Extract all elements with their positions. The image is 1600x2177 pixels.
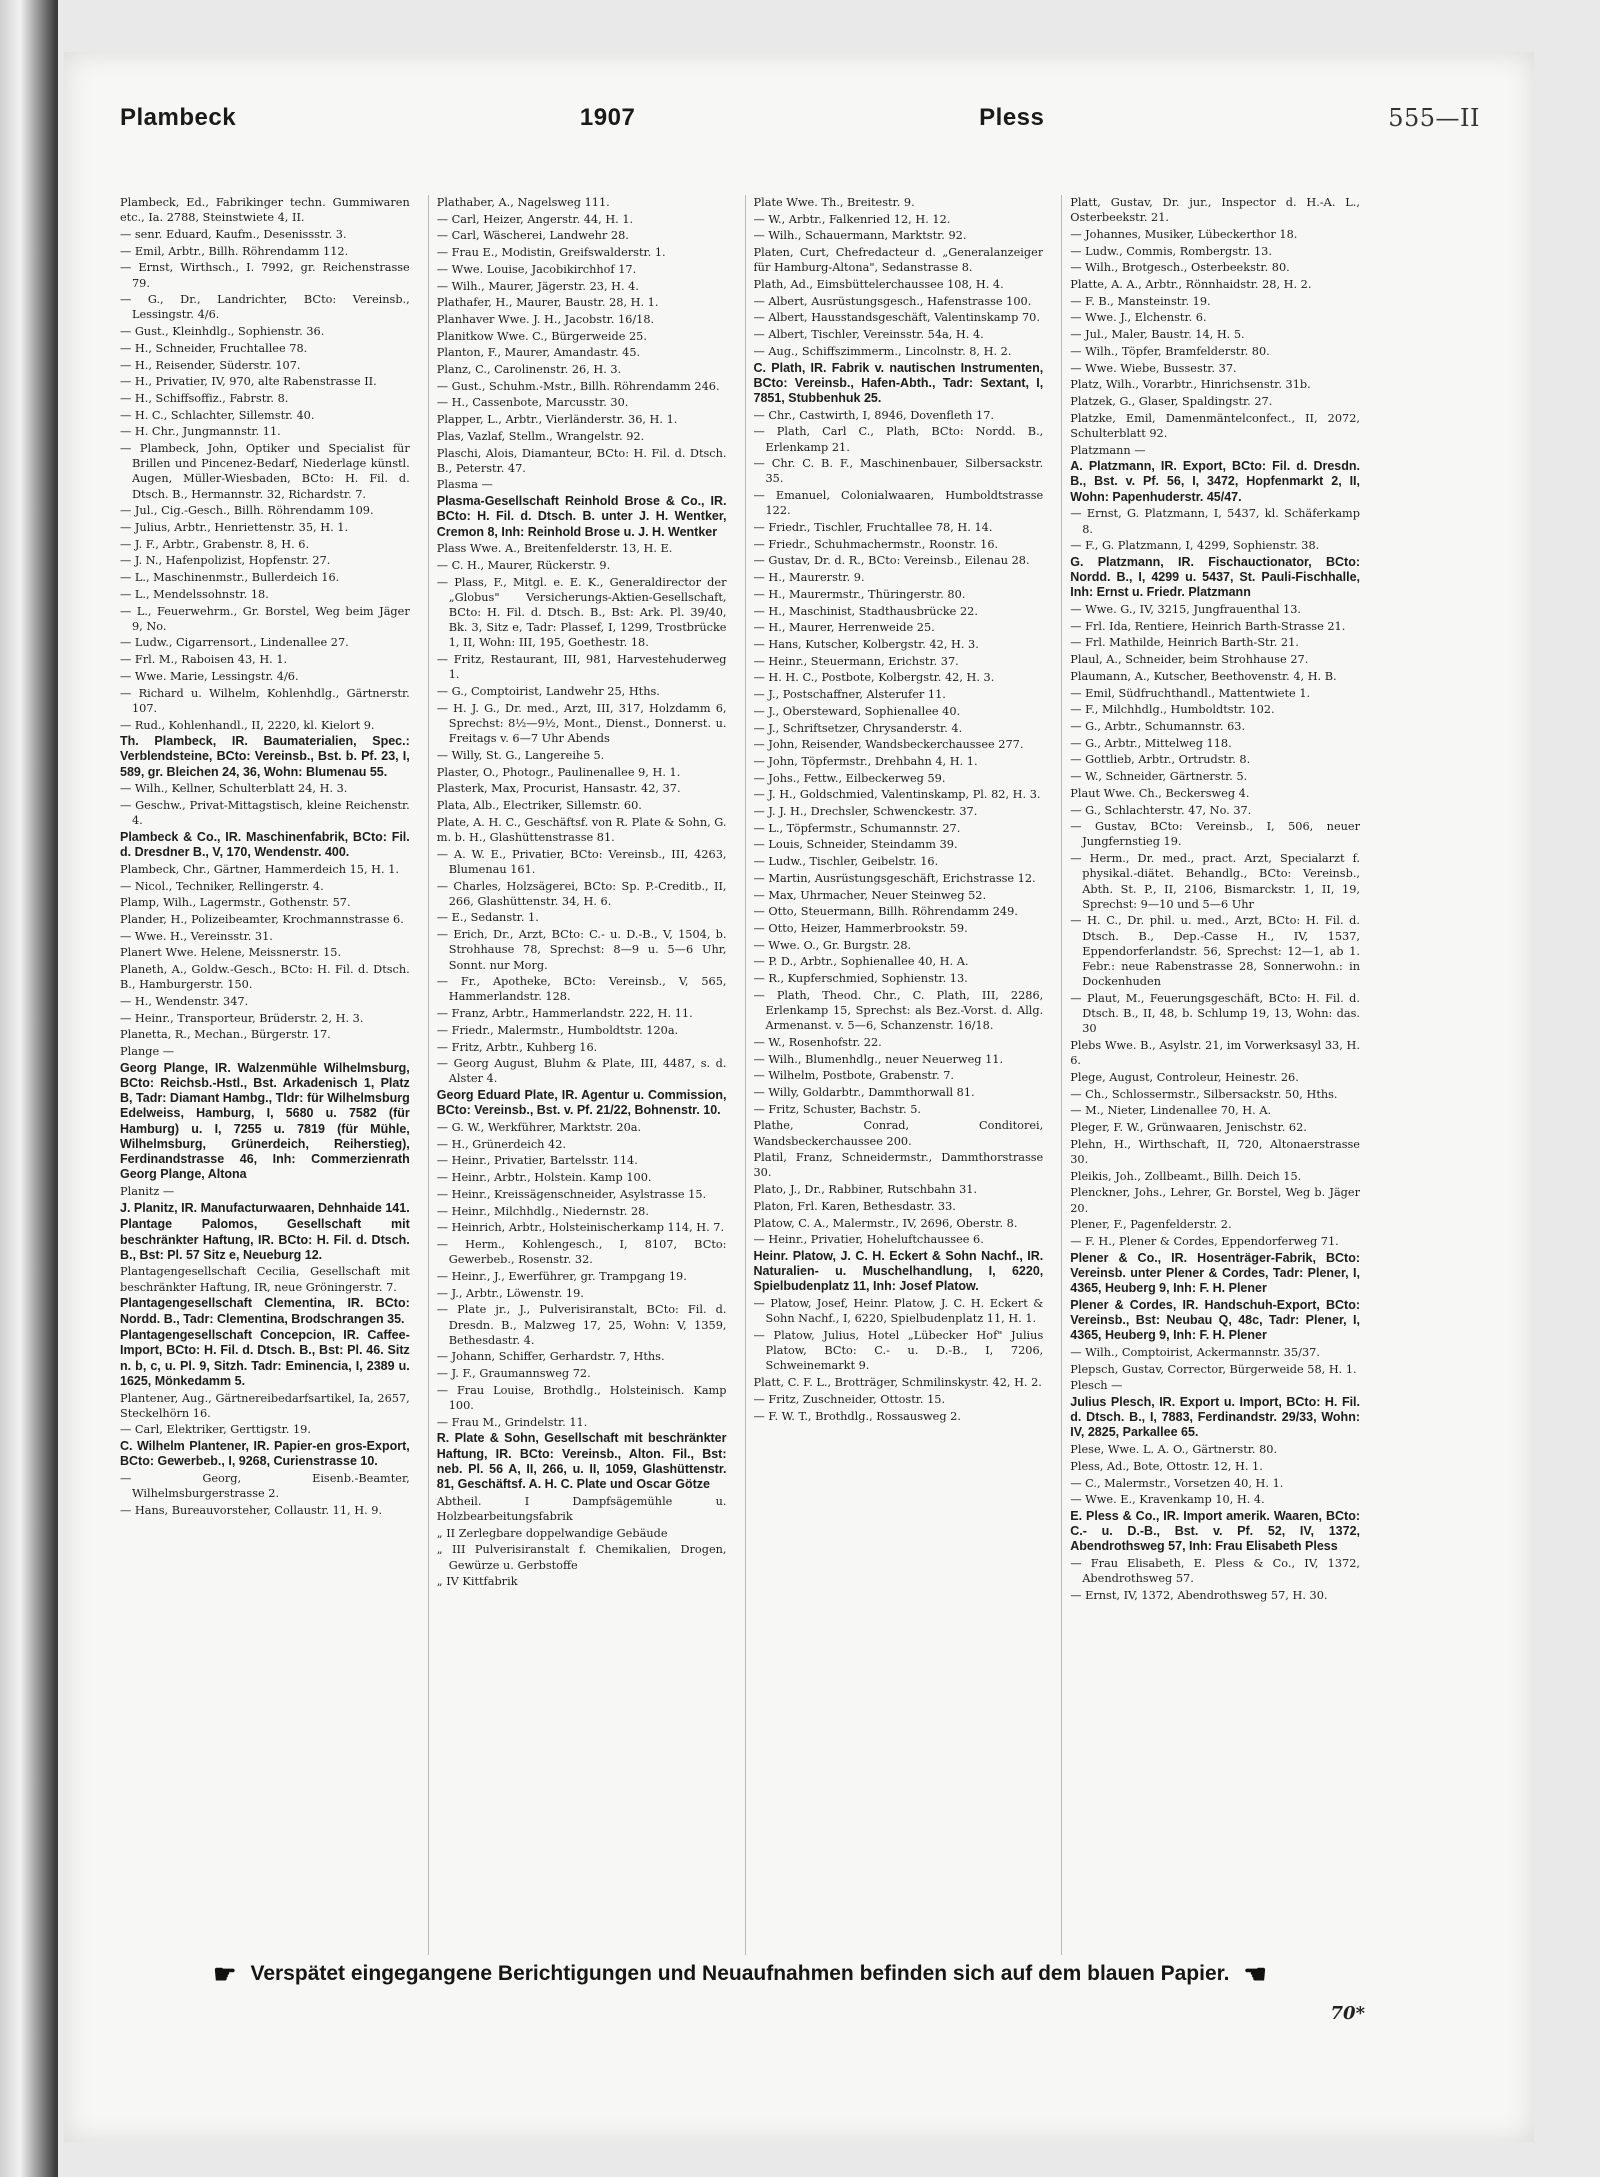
- directory-entry: — Plath, Theod. Chr., C. Plath, III, 2286, Erlenkamp 15, Sprechst: als Bez.-Vorst. d. Allg. Armenanst. v. 5—6, Schanzenstr. 16/18.: [753, 988, 1044, 1033]
- directory-entry: — G., Comptoirist, Landwehr 25, Hths.: [436, 685, 660, 699]
- directory-entry: — Chr., Castwirth, I, 8946, Dovenfleth 17.: [753, 408, 995, 422]
- directory-entry: — Hans, Bureauvorsteher, Collaustr. 11, H. 9.: [120, 1503, 383, 1517]
- directory-entry: Plese, Wwe. L. A. O., Gärtnerstr. 80.: [1070, 1443, 1278, 1457]
- directory-entry: — Albert, Ausrüstungsgesch., Hafenstrasse 100.: [753, 294, 1032, 308]
- directory-entry: — Heinr., Privatier, Bartelsstr. 114.: [436, 1154, 638, 1168]
- directory-entry: — W., Schneider, Gärtnerstr. 5.: [1070, 770, 1248, 784]
- directory-entry: Abtheil. I Dampfsägemühle u. Holzbearbeitungsfabrik: [436, 1494, 727, 1523]
- directory-entry: — J., Schriftsetzer, Chrysanderstr. 4.: [753, 721, 963, 735]
- column-3: [745, 195, 1044, 1955]
- directory-entry: — Ernst, Wirthsch., I. 7992, gr. Reichenstrasse 79.: [120, 261, 410, 290]
- directory-entry: — Wilhelm, Postbote, Grabenstr. 7.: [753, 1069, 955, 1083]
- footer-page-number: 70*: [1330, 2003, 1365, 2024]
- directory-entry: — Heinrich, Arbtr., Holsteinischerkamp 114, H. 7.: [436, 1221, 725, 1235]
- directory-entry: C. Wilhelm Plantener, IR. Papier-en gros-Export, BCto: Gewerbeb., I, 9268, Curienstrasse 10.: [120, 1439, 410, 1469]
- directory-entry: — Friedr., Malermstr., Humboldtstr. 120a.: [436, 1023, 679, 1037]
- directory-entry: Plaumann, A., Kutscher, Beethovenstr. 4, H. B.: [1070, 669, 1337, 683]
- directory-entry: — Plath, Carl C., Plath, BCto: Nordd. B., Erlenkamp 21.: [753, 425, 1044, 454]
- directory-entry: Planetta, R., Mechan., Bürgerstr. 17.: [120, 1028, 331, 1042]
- directory-entry: Plath, Ad., Eimsbüttelerchaussee 108, H. 4.: [753, 278, 1004, 292]
- directory-entry: — H., Maschinist, Stadthausbrücke 22.: [753, 604, 978, 618]
- directory-entry: Platil, Franz, Schneidermstr., Dammthorstrasse 30.: [753, 1151, 1044, 1180]
- directory-entry: Plantage Palomos, Gesellschaft mit beschränkter Haftung, IR. BCto: H. Fil. d. Dtsch. B., Bst: Pl. 57 Sitz e, Neueburg 12.: [120, 1217, 410, 1262]
- directory-entry: — Carl, Wäscherei, Landwehr 28.: [436, 229, 629, 243]
- directory-entry: Plate Wwe. Th., Breitestr. 9.: [753, 196, 915, 209]
- directory-entry: Plate, A. H. C., Geschäftsf. von R. Plate & Sohn, G. m. b. H., Glashüttenstrasse 81.: [436, 815, 727, 844]
- directory-entry: — G., Arbtr., Mittelweg 118.: [1070, 736, 1232, 750]
- directory-entry: — Gustav, BCto: Vereinsb., I, 506, neuer Jungfernstieg 19.: [1070, 820, 1360, 849]
- directory-entry: Th. Plambeck, IR. Baumaterialien, Spec.: Verblendsteine, BCto: Vereinsb., Bst. b. Pf. 23, I, 589, gr. Bleichen 24, 36, Wohn: Blumenau 55.: [120, 734, 410, 779]
- directory-entry: — Platow, Julius, Hotel „Lübecker Hof" Julius Platow, BCto: C.- u. D.-B., I, 7206, Schweinemarkt 9.: [753, 1329, 1044, 1373]
- directory-entry: Platz, Wilh., Vorarbtr., Hinrichsenstr. 31b.: [1070, 378, 1311, 392]
- directory-entry: — Willy, St. G., Langereihe 5.: [436, 748, 605, 762]
- directory-entry: Plathafer, H., Maurer, Baustr. 28, H. 1.: [436, 296, 659, 310]
- directory-entry: Plas, Vazlaf, Stellm., Wrangelstr. 92.: [436, 429, 645, 443]
- directory-entry: — Frl. M., Raboisen 43, H. 1.: [120, 653, 288, 667]
- directory-entry: — senr. Eduard, Kaufm., Desenissstr. 3.: [120, 227, 347, 241]
- directory-entry: Plantagengesellschaft Clementina, IR. BCto: Nordd. B., Tadr: Clementina, Brodschrangen 35.: [120, 1296, 410, 1326]
- directory-entry: — F. H., Plener & Cordes, Eppendorferweg 71.: [1070, 1235, 1339, 1248]
- directory-entry: Plass Wwe. A., Breitenfelderstr. 13, H. E.: [436, 542, 673, 556]
- directory-entry: — Wilh., Kellner, Schulterblatt 24, H. 3.: [120, 782, 348, 796]
- directory-entry: — J. J. H., Drechsler, Schwenckestr. 37.: [753, 805, 978, 819]
- directory-entry: Planton, F., Maurer, Amandastr. 45.: [436, 346, 641, 360]
- directory-entry: — J. H., Goldschmied, Valentinskamp, Pl. 82, H. 3.: [753, 788, 1041, 802]
- directory-entry: — Wilh., Comptoirist, Ackermannstr. 35/37.: [1070, 1345, 1320, 1359]
- directory-entry: — Martin, Ausrüstungsgeschäft, Erichstrasse 12.: [753, 871, 1036, 885]
- directory-entry: — Charles, Holzsägerei, BCto: Sp. P.-Creditb., II, 266, Glashüttenstr. 34, H. 6.: [436, 879, 727, 908]
- directory-entry: — H. J. G., Dr. med., Arzt, III, 317, Holzdamm 6, Sprechst: 8½—9½, Mont., Dienst., Donnerst. u. Freitags v. 6—7 Uhr Abends: [436, 701, 727, 746]
- directory-entry: E. Pless & Co., IR. Import amerik. Waaren, BCto: C.- u. D.-B., Bst. v. Pf. 52, IV, 1372, Abendrothsweg 57, Inh: Frau Elisabeth Pless: [1070, 1508, 1360, 1554]
- column-2: [428, 195, 727, 1955]
- directory-entry: — Heinr., Arbtr., Holstein. Kamp 100.: [436, 1171, 652, 1185]
- directory-entry: — F., Milchhdlg., Humboldtstr. 102.: [1070, 703, 1275, 717]
- directory-entry: Plaul, A., Schneider, beim Strohhause 27.: [1070, 653, 1309, 667]
- directory-entry: — G. W., Werkführer, Marktstr. 20a.: [436, 1121, 642, 1135]
- directory-entry: Platzke, Emil, Damenmäntelconfect., II, 2072, Schulterblatt 92.: [1070, 411, 1360, 440]
- directory-entry: — Frl. Ida, Rentiere, Heinrich Barth-Strasse 21.: [1070, 619, 1346, 633]
- directory-entry: — L., Töpfermstr., Schumannstr. 27.: [753, 821, 961, 835]
- directory-entry: Platzmann —: [1070, 443, 1146, 457]
- directory-entry: — E., Sedanstr. 1.: [436, 911, 539, 925]
- directory-entry: Platow, C. A., Malermstr., IV, 2696, Oberstr. 8.: [753, 1216, 1018, 1230]
- directory-entry: — H. C., Schlachter, Sillemstr. 40.: [120, 408, 315, 422]
- directory-entry: Plasterk, Max, Procurist, Hansastr. 42, 37.: [436, 782, 681, 796]
- directory-entry: — Heinr., Steuermann, Erichstr. 37.: [753, 654, 959, 668]
- directory-entry: Plepsch, Gustav, Corrector, Bürgerweide 58, H. 1.: [1070, 1362, 1357, 1376]
- directory-entry: — Wilh., Schauermann, Marktstr. 92.: [753, 229, 967, 243]
- directory-entry: — M., Nieter, Lindenallee 70, H. A.: [1070, 1104, 1272, 1118]
- directory-entry: — Gustav, Dr. d. R., BCto: Vereinsb., Eilenau 28.: [753, 554, 1030, 568]
- directory-entry: — Fritz, Zuschneider, Ottostr. 15.: [753, 1392, 946, 1406]
- directory-entry: Planitz —: [120, 1184, 175, 1198]
- directory-entry: — Hans, Kutscher, Kolbergstr. 42, H. 3.: [753, 637, 979, 651]
- directory-entry: — J., Postschaffner, Alsterufer 11.: [753, 688, 946, 702]
- directory-entry: — J. F., Arbtr., Grabenstr. 8, H. 6.: [120, 537, 310, 551]
- directory-entry: Plaschi, Alois, Diamanteur, BCto: H. Fil. d. Dtsch. B., Peterstr. 47.: [436, 446, 727, 475]
- directory-entry: R. Plate & Sohn, Gesellschaft mit beschränkter Haftung, IR. BCto: Vereinsb., Alton. Fil., Bst: neb. Pl. 56 A, II, 266, u. II, 1059, Glashüttenstr. 81, Geschäftsf. A. H. C. Plate und Oscar Götze: [436, 1431, 727, 1492]
- directory-entry: Plehn, H., Wirthschaft, II, 720, Altonaerstrasse 30.: [1070, 1137, 1360, 1166]
- directory-entry: — Wwe. Marie, Lessingstr. 4/6.: [120, 669, 299, 683]
- directory-entry: Plantagengesellschaft Concepcion, IR. Caffee-Import, BCto: H. Fil. d. Dtsch. B., Bst: Pl. 46. Sitz n. b, c, u. Pl. 9, Sitzh. Tadr: Eminencia, I, 2389 u. 1625, Mönkedamm 5.: [120, 1328, 410, 1388]
- directory-entry: Plantener, Aug., Gärtnereibedarfsartikel, Ia, 2657, Steckelhörn 16.: [120, 1391, 410, 1420]
- directory-entry: — Gottlieb, Arbtr., Ortrudstr. 8.: [1070, 753, 1251, 767]
- directory-entry: Plathaber, A., Nagelsweg 111.: [436, 196, 610, 209]
- directory-entry: — Wilh., Blumenhdlg., neuer Neuerweg 11.: [753, 1052, 1004, 1066]
- directory-entry: — H., Reisender, Süderstr. 107.: [120, 358, 301, 372]
- directory-entry: — Fr., Apotheke, BCto: Vereinsb., V, 565, Hammerlandstr. 128.: [436, 975, 727, 1004]
- directory-entry: Plaster, O., Photogr., Paulinenallee 9, H. 1.: [436, 765, 681, 779]
- directory-entry: Planeth, A., Goldw.-Gesch., BCto: H. Fil. d. Dtsch. B., Hamburgerstr. 150.: [120, 963, 410, 992]
- directory-entry: — Carl, Elektriker, Gerttigstr. 19.: [120, 1423, 311, 1437]
- directory-entry: — Friedr., Schuhmachermstr., Roonstr. 16.: [753, 537, 999, 551]
- directory-entry: — Louis, Schneider, Steindamm 39.: [753, 838, 958, 852]
- directory-entry: — Albert, Hausstandsgeschäft, Valentinskamp 70.: [753, 311, 1040, 325]
- directory-entry: Plener & Cordes, IR. Handschuh-Export, BCto: Vereinsb., Bst: Neubau Q, 48c, Tadr: Plener, I, 4365, Heuberg 9, Inh: F. H. Plener: [1070, 1297, 1360, 1343]
- directory-entry: — Rud., Kohlenhandl., II, 2220, kl. Kielort 9.: [120, 718, 375, 732]
- page-header: [120, 98, 1480, 138]
- directory-entry: — Frau Elisabeth, E. Pless & Co., IV, 1372, Abendrothsweg 57.: [1070, 1557, 1360, 1586]
- directory-entry: — Plambeck, John, Optiker und Specialist für Brillen und Pincenez-Bedarf, Niederlage künstl. Augen, Müller-Wiesbaden, BCto: H. Fil. d. Dtsch. B., Hermannstr. 32, Richardstr. 7.: [120, 442, 410, 501]
- directory-entry: — Franz, Arbtr., Hammerlandstr. 222, H. 11.: [436, 1007, 693, 1021]
- directory-entry: — Chr. C. B. F., Maschinenbauer, Silbersackstr. 35.: [753, 457, 1044, 486]
- directory-entry: Plamp, Wilh., Lagermstr., Gothenstr. 57.: [120, 896, 351, 910]
- footer-notice: [120, 1958, 1360, 1990]
- directory-entry: Plander, H., Polizeibeamter, Krochmannstrasse 6.: [120, 912, 404, 926]
- directory-entry: — F., G. Platzmann, I, 4299, Sophienstr. 38.: [1070, 539, 1320, 553]
- directory-entry: — Ludw., Commis, Rombergstr. 13.: [1070, 244, 1272, 258]
- header-year: 1907: [579, 104, 636, 131]
- directory-entry: Plange —: [120, 1045, 175, 1059]
- directory-entry: — H. Chr., Jungmannstr. 11.: [120, 425, 281, 439]
- directory-entry: C. Plath, IR. Fabrik v. nautischen Instrumenten, BCto: Vereinsb., Hafen-Abth., Tadr: Sextant, I, 7851, Stubbenhuk 25.: [753, 360, 1044, 405]
- directory-entry: — John, Reisender, Wandsbeckerchaussee 277.: [753, 738, 1024, 752]
- directory-entry: — Nicol., Techniker, Rellingerstr. 4.: [120, 879, 324, 893]
- directory-entry: A. Platzmann, IR. Export, BCto: Fil. d. Dresdn. B., Bst. v. Pf. 56, I, 3472, Hopfenmarkt 2, II, Wohn: Papenhuderstr. 45/47.: [1070, 459, 1360, 504]
- directory-entry: — W., Rosenhofstr. 22.: [753, 1035, 882, 1049]
- directory-entry: Plener & Co., IR. Hosenträger-Fabrik, BCto: Vereinsb. unter Plener & Cordes, Tadr: Plener, I, 4365, Heuberg 9, Inh: F. H. Plener: [1070, 1250, 1360, 1296]
- directory-entry: — Fritz, Schuster, Bachstr. 5.: [753, 1102, 921, 1116]
- directory-entry: — Plaut, M., Feuerungsgeschäft, BCto: H. Fil. d. Dtsch. B., II, 48, b. Schlump 19, 13, Wohn: das. 30: [1070, 991, 1360, 1036]
- pointing-hand-right-icon: ☛: [213, 1959, 237, 1989]
- directory-entry: — Plate jr., J., Pulverisiranstalt, BCto: Fil. d. Dresdn. B., Malzweg 17, 25, Wohn: V, 1359, Bethesdastr. 4.: [436, 1303, 727, 1347]
- directory-entry: Plantagengesellschaft Cecilia, Gesellschaft mit beschränkter Haftung, IR, neue Gröningerstr. 7.: [120, 1265, 410, 1294]
- directory-entry: Pleikis, Joh., Zollbeamt., Billh. Deich 15.: [1070, 1169, 1302, 1183]
- directory-entry: — Ernst, G. Platzmann, I, 5437, kl. Schäferkamp 8.: [1070, 507, 1360, 536]
- directory-entry: Pless, Ad., Bote, Ottostr. 12, H. 1.: [1070, 1459, 1263, 1473]
- directory-entry: — A. W. E., Privatier, BCto: Vereinsb., III, 4263, Blumenau 161.: [436, 847, 727, 876]
- directory-entry: — Wwe. Louise, Jacobikirchhof 17.: [436, 262, 637, 276]
- directory-entry: — C., Malermstr., Vorsetzen 40, H. 1.: [1070, 1476, 1284, 1490]
- directory-entry: Planhaver Wwe. J. H., Jacobstr. 16/18.: [436, 312, 655, 326]
- directory-entry: — H., Wendenstr. 347.: [120, 994, 249, 1008]
- directory-entry: — Heinr., Kreissägenschneider, Asylstrasse 15.: [436, 1187, 707, 1201]
- directory-entry: — Erich, Dr., Arzt, BCto: C.- u. D.-B., V, 1504, b. Strohhause 78, Sprechst: 8—9 u. 5—6 Uhr, Sonnt. nur Morg.: [436, 928, 727, 972]
- directory-entry: Plener, F., Pagenfelderstr. 2.: [1070, 1218, 1232, 1232]
- directory-entry: — Wwe. O., Gr. Burgstr. 28.: [753, 938, 912, 952]
- directory-entry: — H., Cassenbote, Marcusstr. 30.: [436, 396, 629, 410]
- header-left-keyword: Plambeck: [120, 104, 237, 131]
- directory-entry: — Frau Louise, Brothdlg., Holsteinisch. Kamp 100.: [436, 1383, 727, 1413]
- directory-entry: — Wwe. H., Vereinsstr. 31.: [120, 929, 273, 943]
- header-page-number: 555—II: [1388, 104, 1480, 132]
- directory-entry: Platte, A. A., Arbtr., Rönnhaidstr. 28, H. 2.: [1070, 278, 1312, 292]
- directory-entry: Pleger, F. W., Grünwaaren, Jenischstr. 62.: [1070, 1121, 1307, 1135]
- directory-entry: — Frau E., Modistin, Greifswalderstr. 1.: [436, 246, 666, 260]
- directory-entry: Heinr. Platow, J. C. H. Eckert & Sohn Nachf., IR. Naturalien- u. Muschelhandlung, I, 6220, Spielbudenplatz 11, Inh: Josef Platow.: [753, 1249, 1044, 1294]
- directory-entry: Georg Eduard Plate, IR. Agentur u. Commission, BCto: Vereinsb., Bst. v. Pf. 21/22, Bohnenstr. 10.: [436, 1088, 727, 1118]
- directory-entry: — Heinr., Transporteur, Brüderstr. 2, H. 3.: [120, 1011, 364, 1025]
- directory-entry: — Otto, Heizer, Hammerbrookstr. 59.: [753, 921, 968, 935]
- directory-entry: Planert Wwe. Helene, Meissnerstr. 15.: [120, 946, 342, 960]
- directory-entry: — H., Privatier, IV, 970, alte Rabenstrasse II.: [120, 375, 377, 389]
- directory-entry: Platen, Curt, Chefredacteur d. „Generalanzeiger für Hamburg-Altona", Sedanstrasse 8.: [753, 246, 1044, 275]
- directory-entry: — Heinr., Milchhdlg., Niedernstr. 28.: [436, 1204, 649, 1218]
- footer-notice-text: Verspätet eingegangene Berichtigungen und Neuaufnahmen befinden sich auf dem blauen Papier.: [250, 1962, 1230, 1985]
- directory-entry: Platon, Frl. Karen, Bethesdastr. 33.: [753, 1199, 956, 1213]
- directory-entry: Plambeck & Co., IR. Maschinenfabrik, BCto: Fil. d. Dresdner B., V, 170, Wendenstr. 400.: [120, 829, 410, 860]
- scan-left-edge: [0, 0, 58, 2177]
- directory-entry: Platzek, G., Glaser, Spaldingstr. 27.: [1070, 394, 1273, 408]
- directory-entry: — W., Arbtr., Falkenried 12, H. 12.: [753, 212, 951, 226]
- directory-entry: — H., Maurermstr., Thüringerstr. 80.: [753, 587, 966, 601]
- directory-entry: Plaut Wwe. Ch., Beckersweg 4.: [1070, 786, 1250, 800]
- pointing-hand-left-icon: ☚: [1243, 1959, 1267, 1989]
- directory-entry: — J. N., Hafenpolizist, Hopfenstr. 27.: [120, 554, 331, 568]
- directory-columns: [120, 195, 1360, 1955]
- column-4: [1061, 195, 1360, 1955]
- directory-entry: — Frl. Mathilde, Heinrich Barth-Str. 21.: [1070, 636, 1299, 650]
- directory-entry: — Julius, Arbtr., Henriettenstr. 35, H. 1.: [120, 521, 349, 535]
- directory-entry: — Otto, Steuermann, Billh. Röhrendamm 249.: [753, 905, 1018, 919]
- directory-entry: — Herm., Kohlengesch., I, 8107, BCto: Gewerbeb., Rosenstr. 32.: [436, 1238, 727, 1267]
- directory-entry: — P. D., Arbtr., Sophienallee 40, H. A.: [753, 955, 969, 969]
- directory-entry: — C. H., Maurer, Rückerstr. 9.: [436, 558, 611, 572]
- directory-entry: — Geschw., Privat-Mittagstisch, kleine Reichenstr. 4.: [120, 799, 410, 828]
- directory-entry: Plapper, L., Arbtr., Vierländerstr. 36, H. 1.: [436, 413, 678, 427]
- directory-entry: — Plass, F., Mitgl. e. E. K., Generaldirector der „Globus" Versicherungs-Aktien-Gesellschaft, BCto: H. Fil. d. Dtsch. B., Bst: Ark. Pl. 39/40, Bk. 3, Sitz e, Tadr: Plassef, I, 1299, Trostbrücke 1, II, Wohn: III, 195, Goethestr. 18.: [436, 575, 727, 650]
- directory-entry: Platt, C. F. L., Brotträger, Schmilinskystr. 42, H. 2.: [753, 1376, 1042, 1390]
- directory-entry: — H., Schneider, Fruchtallee 78.: [120, 341, 308, 355]
- directory-entry: — Jul., Cig.-Gesch., Billh. Röhrendamm 109.: [120, 504, 374, 518]
- directory-entry: — Wilh., Töpfer, Bramfelderstr. 80.: [1070, 344, 1270, 358]
- directory-entry: — H. C., Dr. phil. u. med., Arzt, BCto: H. Fil. d. Dtsch. B., Dep.-Casse H., IV, 1537, Eppendorferlandstr. 56, Sprechst: 12—1, ab 1. Febr.: neue Rabenstrasse 28, Sonnerwohn.: in Dockenhuden: [1070, 914, 1360, 989]
- directory-entry: — Herm., Dr. med., pract. Arzt, Specialarzt f. physikal.-diätet. Behandlg., BCto: Vereinsb., Abth. St. P., II, 2106, Bismarckstr. 1, II, 19, Sprechst: 9—10 und 5—6 Uhr: [1070, 852, 1360, 911]
- directory-entry: — H. H. C., Postbote, Kolbergstr. 42, H. 3.: [753, 671, 995, 685]
- directory-entry: Plesch —: [1070, 1379, 1123, 1393]
- directory-entry: G. Platzmann, IR. Fischauctionator, BCto: Nordd. B., I, 4299 u. 5437, St. Pauli-Fischhalle, Inh: Ernst u. Friedr. Platzmann: [1070, 554, 1360, 600]
- column-1: [120, 195, 410, 1955]
- directory-entry: „ IV Kittfabrik: [436, 1575, 518, 1589]
- directory-entry: Plasma —: [436, 478, 493, 492]
- directory-entry: Platt, Gustav, Dr. jur., Inspector d. H.-A. L., Osterbeekstr. 21.: [1070, 196, 1360, 225]
- directory-entry: — L., Maschinenmstr., Bullerdeich 16.: [120, 571, 340, 585]
- header-right-keyword: Pless: [979, 104, 1045, 131]
- directory-entry: — Albert, Tischler, Vereinsstr. 54a, H. 4.: [753, 328, 984, 342]
- directory-entry: — Wwe. Wiebe, Bussestr. 37.: [1070, 361, 1237, 375]
- directory-entry: — Gust., Schuhm.-Mstr., Billh. Röhrendamm 246.: [436, 379, 720, 393]
- directory-entry: Planz, C., Carolinenstr. 26, H. 3.: [436, 363, 622, 377]
- directory-entry: Plambeck, Ed., Fabrikinger techn. Gummiwaren etc., Ia. 2788, Steinstwiete 4, II.: [120, 196, 410, 225]
- directory-entry: — H., Maurer, Herrenweide 25.: [753, 621, 935, 635]
- directory-entry: — Platow, Josef, Heinr. Platow, J. C. H. Eckert & Sohn Nachf., I, 6220, Spielbudenplatz 11, H. 1.: [753, 1297, 1044, 1326]
- directory-entry: — Wwe. G., IV, 3215, Jungfrauenthal 13.: [1070, 603, 1302, 617]
- directory-entry: — F. B., Mansteinstr. 19.: [1070, 294, 1211, 308]
- directory-entry: — Wilh., Brotgesch., Osterbeekstr. 80.: [1070, 261, 1290, 275]
- directory-entry: — H., Schiffsoffiz., Fabrstr. 8.: [120, 391, 289, 405]
- directory-entry: — G., Schlachterstr. 47, No. 37.: [1070, 803, 1252, 817]
- directory-entry: — Georg August, Bluhm & Plate, III, 4487, s. d. Alster 4.: [436, 1057, 727, 1086]
- directory-entry: Plasma-Gesellschaft Reinhold Brose & Co., IR. BCto: H. Fil. d. Dtsch. B. unter J. H. Wentker, Cremon 8, Inh: Reinhold Brose u. J. H. Wentker: [436, 494, 727, 539]
- directory-entry: — Wwe. E., Kravenkamp 10, H. 4.: [1070, 1493, 1265, 1507]
- directory-entry: — R., Kupferschmied, Sophienstr. 13.: [753, 972, 968, 986]
- directory-entry: — Johann, Schiffer, Gerhardstr. 7, Hths.: [436, 1350, 665, 1364]
- directory-entry: „ II Zerlegbare doppelwandige Gebäude: [436, 1526, 668, 1540]
- directory-entry: — Heinr., Privatier, Hoheluftchaussee 6.: [753, 1233, 984, 1247]
- directory-entry: Planitkow Wwe. C., Bürgerweide 25.: [436, 329, 647, 343]
- directory-entry: — Emil, Arbtr., Billh. Röhrendamm 112.: [120, 244, 349, 258]
- directory-entry: — Emanuel, Colonialwaaren, Humboldtstrasse 122.: [753, 489, 1044, 518]
- directory-entry: — Emil, Südfruchthandl., Mattentwiete 1.: [1070, 686, 1311, 700]
- directory-entry: — Wilh., Maurer, Jägerstr. 23, H. 4.: [436, 279, 639, 293]
- directory-entry: — Fritz, Arbtr., Kuhberg 16.: [436, 1040, 598, 1054]
- directory-entry: — Wwe. J., Elchenstr. 6.: [1070, 311, 1207, 325]
- directory-entry: — Willy, Goldarbtr., Dammthorwall 81.: [753, 1085, 975, 1099]
- directory-entry: — Johs., Fettw., Eilbeckerweg 59.: [753, 771, 946, 785]
- directory-entry: — J. F., Graumannsweg 72.: [436, 1367, 591, 1381]
- directory-entry: — Max, Uhrmacher, Neuer Steinweg 52.: [753, 888, 987, 902]
- directory-entry: — Aug., Schiffszimmerm., Lincolnstr. 8, H. 2.: [753, 344, 1012, 358]
- directory-entry: Plege, August, Controleur, Heinestr. 26.: [1070, 1070, 1299, 1084]
- directory-entry: — Gust., Kleinhdlg., Sophienstr. 36.: [120, 325, 325, 339]
- directory-entry: — G., Dr., Landrichter, BCto: Vereinsb., Lessingstr. 4/6.: [120, 293, 410, 322]
- directory-entry: — Richard u. Wilhelm, Kohlenhdlg., Gärtnerstr. 107.: [120, 686, 410, 715]
- directory-entry: Plambeck, Chr., Gärtner, Hammerdeich 15, H. 1.: [120, 862, 399, 876]
- directory-entry: — Ch., Schlossermstr., Silbersackstr. 50, Hths.: [1070, 1087, 1338, 1101]
- directory-entry: — H., Maurerstr. 9.: [753, 571, 865, 585]
- directory-entry: — Carl, Heizer, Angerstr. 44, H. 1.: [436, 212, 634, 226]
- directory-entry: Julius Plesch, IR. Export u. Import, BCto: H. Fil. d. Dtsch. B., I, 7883, Ferdinandstr. 29/33, Wohn: IV, 2825, Parkallee 65.: [1070, 1395, 1360, 1440]
- directory-entry: — Johannes, Musiker, Lübeckerthor 18.: [1070, 227, 1298, 241]
- directory-entry: Plathe, Conrad, Conditorei, Wandsbeckerchaussee 200.: [753, 1119, 1044, 1148]
- directory-entry: Plato, J., Dr., Rabbiner, Rutschbahn 31.: [753, 1183, 978, 1197]
- directory-entry: — G., Arbtr., Schumannstr. 63.: [1070, 720, 1246, 733]
- directory-entry: — L., Mendelssohnstr. 18.: [120, 587, 269, 601]
- directory-entry: Plenckner, Johs., Lehrer, Gr. Borstel, Weg b. Jäger 20.: [1070, 1186, 1360, 1215]
- directory-entry: — J., Arbtr., Löwenstr. 19.: [436, 1286, 584, 1300]
- directory-entry: — Fritz, Restaurant, III, 981, Harvestehuderweg 1.: [436, 653, 727, 682]
- directory-entry: — F. W. T., Brothdlg., Rossausweg 2.: [753, 1409, 961, 1423]
- directory-entry: — Georg, Eisenb.-Beamter, Wilhelmsburgerstrasse 2.: [120, 1472, 410, 1501]
- directory-entry: — Ludw., Cigarrensort., Lindenallee 27.: [120, 636, 349, 650]
- directory-entry: „ III Pulverisiranstalt f. Chemikalien, Drogen, Gewürze u. Gerbstoffe: [436, 1543, 727, 1572]
- directory-entry: J. Planitz, IR. Manufacturwaaren, Dehnhaide 141.: [120, 1200, 410, 1215]
- directory-entry: — H., Grünerdeich 42.: [436, 1137, 567, 1151]
- directory-entry: — J., Obersteward, Sophienallee 40.: [753, 704, 961, 718]
- directory-entry: — John, Töpfermstr., Drehbahn 4, H. 1.: [753, 754, 978, 768]
- directory-entry: — Frau M., Grindelstr. 11.: [436, 1415, 588, 1429]
- directory-entry: Georg Plange, IR. Walzenmühle Wilhelmsburg, BCto: Reichsb.-Hstl., Bst. Arkadenisch 1, Platz B, Tadr: Diamant Hambg., Tldr: für Wilhelmsburg Edelweiss, Hamburg, I, 5680 u. 7582 (für Hamburg) u. I, 7255 u. 7819 (für Mühle, Wilhelmsburg, Grünerdeich, Reiherstieg), Ferdinandstrasse 46, Inh: Commerzienrath Georg Plange, Altona: [120, 1060, 410, 1182]
- directory-entry: Plebs Wwe. B., Asylstr. 21, im Vorwerksasyl 33, H. 6.: [1070, 1039, 1360, 1068]
- directory-entry: — L., Feuerwehrm., Gr. Borstel, Weg beim Jäger 9, No.: [120, 604, 410, 633]
- directory-entry: — Friedr., Tischler, Fruchtallee 78, H. 14.: [753, 521, 993, 535]
- directory-entry: — Ernst, IV, 1372, Abendrothsweg 57, H. 30.: [1070, 1588, 1328, 1602]
- directory-entry: — Heinr., J., Ewerführer, gr. Trampgang 19.: [436, 1269, 687, 1283]
- directory-entry: — Jul., Maler, Baustr. 14, H. 5.: [1070, 328, 1245, 342]
- directory-entry: — Ludw., Tischler, Geibelstr. 16.: [753, 855, 939, 869]
- directory-entry: Plata, Alb., Electriker, Sillemstr. 60.: [436, 799, 642, 813]
